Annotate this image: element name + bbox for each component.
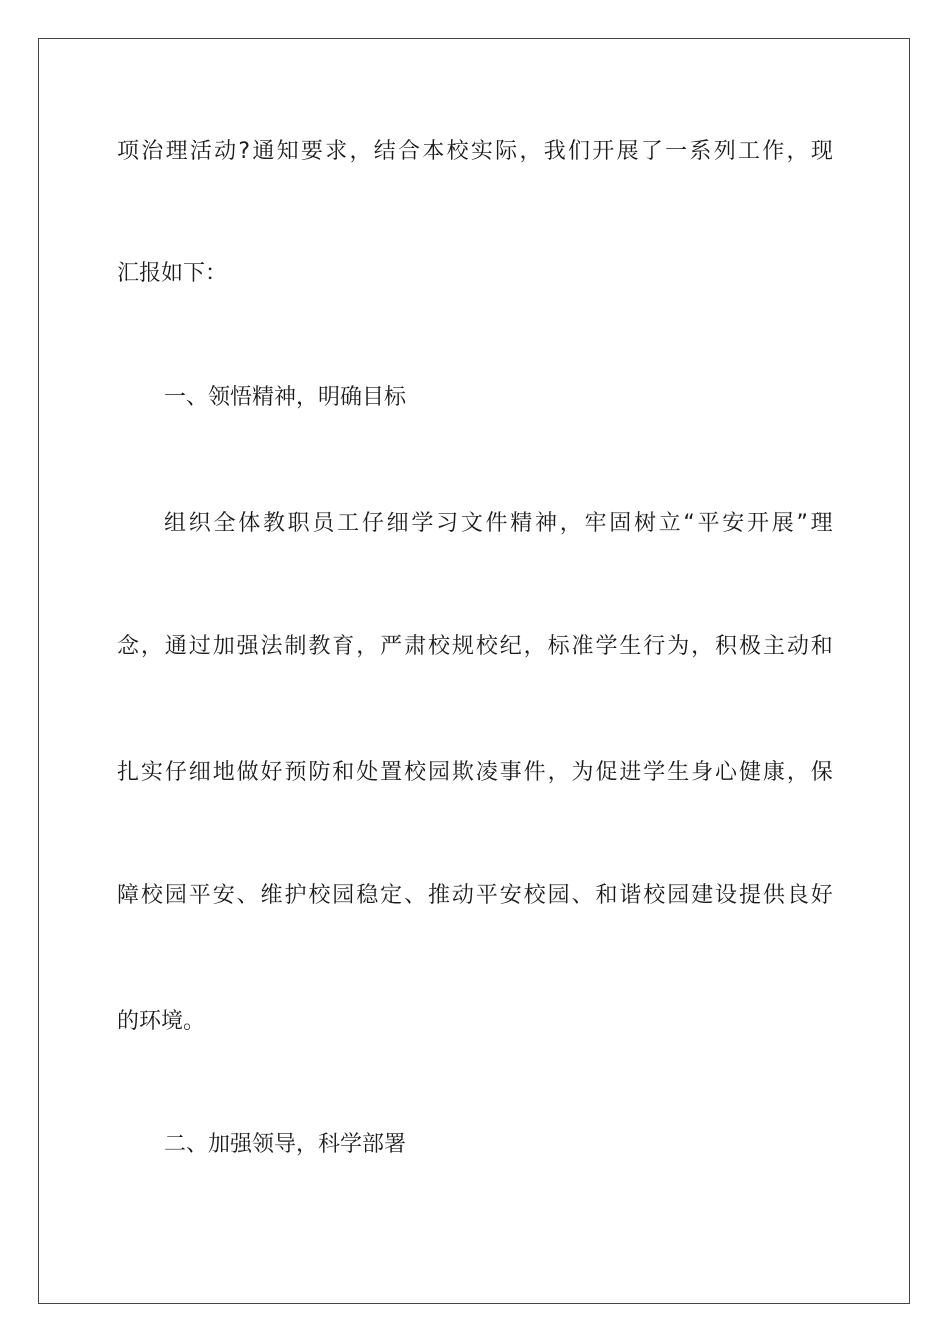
section-heading-2: 二、加强领导，科学部署: [164, 1132, 407, 1157]
body-text-line-1: 项 治 理 活 动 ? 通 知 要 求 ， 结 合 本 校 实 际 ， 我 们 开 展 了 一 系 列 工 作 ， 现: [117, 139, 833, 164]
page-border: [38, 38, 910, 1304]
body-text-line-6: 障 校 园 平 安 、 维 护 校 园 稳 定 、 推 动 平 安 校 园 、 和 谐 校 园 建 设 提 供 良 好: [117, 883, 833, 908]
body-text-line-3: 组 织 全 体 教 职 员 工 仔 细 学 习 文 件 精 神 ， 牢 固 树 立 “ 平 安 开 展 ” 理: [164, 511, 833, 536]
body-text-line-7: 的环境。: [117, 1009, 206, 1034]
body-text-line-5: 扎 实 仔 细 地 做 好 预 防 和 处 置 校 园 欺 凌 事 件 ， 为 促 进 学 生 身 心 健 康 ， 保: [117, 760, 833, 785]
section-heading-1: 一、领悟精神，明确目标: [164, 385, 407, 410]
body-text-line-2: 汇报如下：: [117, 261, 228, 286]
body-text-line-4: 念 ， 通 过 加 强 法 制 教 育 ， 严 肃 校 规 校 纪 ， 标 准 学 生 行 为 ， 积 极 主 动 和: [117, 634, 833, 659]
